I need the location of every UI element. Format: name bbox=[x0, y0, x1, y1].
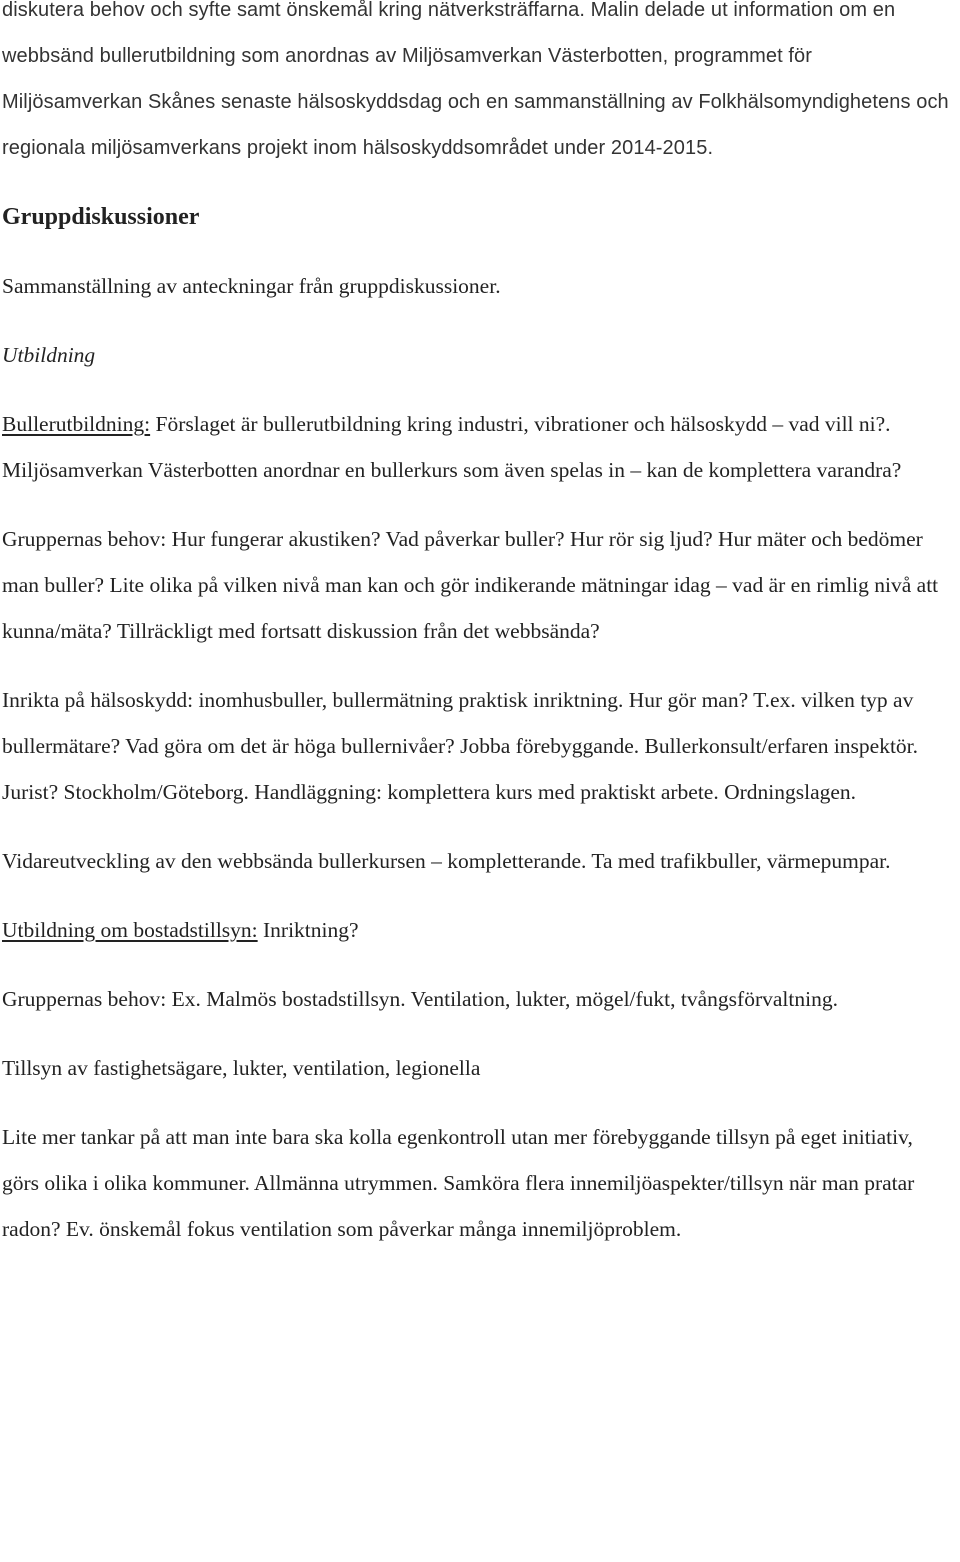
spacer bbox=[2, 815, 954, 838]
tillsyn-paragraph: Tillsyn av fastighetsägare, lukter, ventilation, legionella bbox=[2, 1056, 481, 1080]
bostadstillsyn-text: Inriktning? bbox=[257, 918, 359, 942]
spacer bbox=[2, 884, 954, 907]
bostad-behov-paragraph: Gruppernas behov: Ex. Malmös bostadstillsyn. Ventilation, lukter, mögel/fukt, tvångsförvaltning. bbox=[2, 987, 838, 1011]
spacer bbox=[2, 654, 954, 677]
spacer bbox=[2, 493, 954, 516]
bullerutbildning-paragraph bbox=[2, 401, 954, 493]
behov-paragraph: Gruppernas behov: Hur fungerar akustiken? Vad påverkar buller? Hur rör sig ljud? Hur mäter och bedömer man buller? Lite olika på vilken nivå man kan och gör indikerande mätningar idag – vad är en rimlig nivå att kunna/mäta? Tillräckligt med fortsatt diskussion från det webbsända? bbox=[2, 527, 939, 643]
intro-paragraph: diskutera behov och syfte samt önskemål kring nätverksträffarna. Malin delade ut information om en webbsänd bullerutbildning som anordnas av Miljösamverkan Västerbotten, programmet för Miljösamverkan Skånes senaste hälsoskyddsdag och en sammanställning av Folkhälsomyndighetens och regionala miljösamverkans projekt inom hälsoskyddsområdet under 2014-2015. bbox=[2, 0, 949, 159]
bostadstillsyn-label: Utbildning om bostadstillsyn: bbox=[2, 918, 258, 942]
vidareutveckling-paragraph: Vidareutveckling av den webbsända bullerkursen – kompletterande. Ta med trafikbuller, värmepumpar. bbox=[2, 849, 891, 873]
bostadstillsyn-paragraph bbox=[2, 907, 954, 953]
spacer bbox=[2, 309, 954, 332]
summary-paragraph: Sammanställning av anteckningar från gruppdiskussioner. bbox=[2, 274, 501, 298]
section-heading: Gruppdiskussioner bbox=[2, 204, 200, 230]
bullerutbildning-text: Förslaget är bullerutbildning kring industri, vibrationer och hälsoskydd – vad vill ni?. Miljösamverkan Västerbotten anordnar en bullerkurs som även spelas in – kan de komplettera varandra? bbox=[2, 412, 902, 482]
document-page bbox=[2, 0, 954, 1252]
bullerutbildning-label: Bullerutbildning: bbox=[2, 412, 151, 436]
spacer bbox=[2, 378, 954, 401]
inrikta-paragraph: Inrikta på hälsoskydd: inomhusbuller, bullermätning praktisk inriktning. Hur gör man? T.ex. vilken typ av bullermätare? Vad göra om det är höga bullernivåer? Jobba förebyggande. Bullerkonsult/erfaren inspektör. Jurist? Stockholm/Göteborg. Handläggning: komplettera kurs med praktiskt arbete. Ordningslagen. bbox=[2, 688, 919, 804]
spacer bbox=[2, 1091, 954, 1114]
spacer bbox=[2, 240, 954, 263]
lite-mer-paragraph: Lite mer tankar på att man inte bara ska kolla egenkontroll utan mer förebyggande tillsyn på eget initiativ, görs olika i olika kommuner. Allmänna utrymmen. Samköra flera innemiljöaspekter/tillsyn när man pratar radon? Ev. önskemål fokus ventilation som påverkar många innemiljöproblem. bbox=[2, 1125, 915, 1241]
spacer bbox=[2, 953, 954, 976]
spacer bbox=[2, 1022, 954, 1045]
subheading-utbildning: Utbildning bbox=[2, 343, 96, 367]
spacer bbox=[2, 171, 954, 194]
